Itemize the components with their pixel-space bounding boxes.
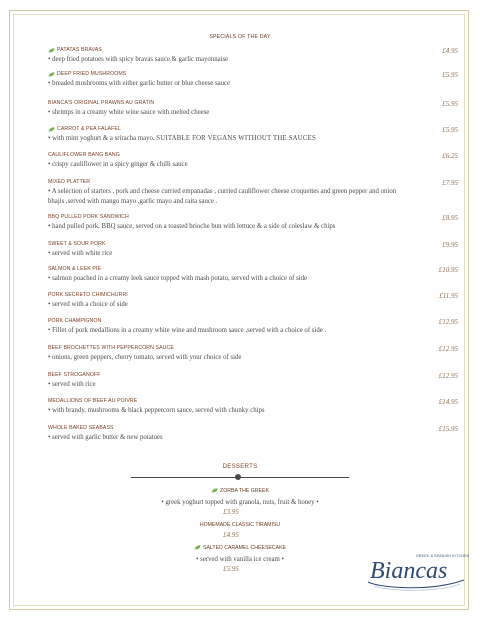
menu-item-name: MEDALLIONS OF BEEF AU POIVRE (48, 398, 138, 404)
menu-item-name: CAULIFLOWER BANG BANG (48, 152, 120, 158)
menu-item-name: SWEET & SOUR PORK (48, 241, 106, 247)
menu-item-description: • deep fried potatoes with spicy bravas sauce & garlic mayonnaise (48, 56, 229, 63)
menu-item-price: £6.25 (442, 152, 458, 160)
menu-item-description: • served with a choice of side (48, 301, 128, 308)
menu-item (48, 47, 458, 65)
leaf-icon (48, 48, 55, 53)
menu-item-name: BIANCA'S ORIGINAL PRAWNS AU GRATIN (48, 100, 155, 106)
dessert-name: HOMEMADE CLASSIC TIRAMISU (199, 522, 281, 528)
menu-item-price: £4.95 (442, 47, 458, 55)
menu-item-price: £5.95 (442, 126, 458, 134)
menu-item (48, 292, 458, 310)
menu-item-name: BBQ PULLED PORK SANDWICH (48, 214, 129, 220)
menu-item-name: CARROT & PEA FALAFEL (48, 126, 458, 133)
menu-item-description: • shrimps in a creamy white wine sauce with melted cheese (48, 109, 210, 116)
menu-item-description: • A selection of starters , pork and cheese curried empanadas , curried cauliflower cheese croquettes and green pepper and onion bhajis ,served with mango mayo ,garlic mayo and raita sauce . (48, 188, 397, 205)
menu-item-name: PORK CHAMPIGNON (48, 318, 102, 324)
menu-item (48, 126, 458, 144)
menu-item-price: £7.95 (442, 179, 458, 187)
menu-item-name: DEEP FRIED MUSHROOMS (48, 71, 458, 78)
menu-item-price: £11.95 (439, 292, 458, 300)
menu-item (48, 345, 458, 363)
page-title: SPECIALS OF THE DAY (209, 34, 271, 40)
menu-item-price: £14.95 (438, 398, 458, 406)
menu-item-price: £15.95 (438, 425, 458, 433)
menu-item-name: MIXED PLATTER (48, 179, 91, 185)
menu-item-name: SALMON & LEEK PIE (48, 266, 102, 272)
menu-item (48, 152, 458, 170)
dessert-price: £5.95 (223, 565, 239, 573)
dessert-item (0, 480, 480, 516)
menu-item-name: PORK SECRETO CHIMICHURRI (48, 292, 128, 298)
menu-item-name: PATATAS BRAVAS (48, 47, 458, 54)
menu-item-name: BEEF STROGANOFF (48, 372, 101, 378)
vegan-note: SUITABLE FOR VEGANS WITHOUT THE SAUCES (156, 135, 316, 142)
svg-text:GREEK & SPANISH KITCHEN: GREEK & SPANISH KITCHEN (416, 554, 470, 558)
menu-item (48, 425, 458, 443)
dessert-item (0, 513, 480, 539)
biancas-logo (360, 548, 470, 594)
dessert-price: £3.95 (223, 508, 239, 516)
menu-item-description: • Fillet of pork medallions in a creamy white wine and mushroom sauce ,served with a choice of side . (48, 327, 327, 334)
menu-item-description: • hand pulled pork, BBQ sauce, served on a toasted brioche bun with lettuce & a side of coleslaw & chips (48, 223, 336, 230)
menu-item-price: £5.95 (442, 71, 458, 79)
menu-item (48, 179, 458, 207)
menu-item (48, 214, 458, 232)
desserts-title: DESSERTS (222, 463, 258, 470)
menu-item (48, 71, 458, 89)
menu-item-price: £12.95 (438, 318, 458, 326)
menu-item-name: BEEF BROCHETTES WITH PEPPERCORN SAUCE (48, 345, 174, 351)
menu-item (48, 398, 458, 416)
svg-text:Biancas: Biancas (370, 558, 448, 584)
menu-item-description: • breaded mushrooms with either garlic butter or blue cheese sauce (48, 80, 231, 87)
menu-item-name: WHOLE BAKED SEABASS (48, 425, 114, 431)
menu-item-description: • salmon poached in a creamy leek sauce topped with mash potato, served with a choice of side (48, 275, 308, 282)
menu-item-price: £12.95 (438, 372, 458, 380)
menu-item-description: • with brandy, mushrooms & black peppercorn sauce, served with chunky chips (48, 407, 265, 414)
menu-item (48, 318, 458, 336)
vegan-leaf-icon (48, 127, 55, 132)
menu-item-price: £9.95 (442, 241, 458, 249)
menu-item-price: £12.95 (438, 345, 458, 353)
menu-item-description: • onions, green peppers, cherry tomato, served with your choice of side (48, 354, 242, 361)
dessert-name: ZORBA THE GREEK (211, 488, 269, 494)
menu-item (48, 100, 458, 118)
dessert-description: • greek yoghurt topped with granola, nuts, fruit & honey • (161, 499, 319, 506)
menu-item-price: £10.95 (438, 266, 458, 274)
menu-item-price: £8.95 (442, 214, 458, 222)
dessert-price: £4.95 (223, 531, 239, 539)
dessert-name: SALTED CARAMEL CHEESECAKE (194, 545, 286, 551)
leaf-icon (211, 488, 218, 493)
menu-item-description: • served with rice (48, 381, 96, 388)
menu-item-description: • crispy cauliflower in a spicy ginger & chilli sauce (48, 161, 188, 168)
leaf-icon (194, 545, 201, 550)
menu-item-price: £5.95 (442, 100, 458, 108)
dessert-description: • served with vanilla ice cream • (196, 556, 284, 563)
menu-item (48, 266, 458, 284)
menu-item (48, 372, 458, 390)
menu-item (48, 241, 458, 259)
leaf-icon (48, 72, 55, 77)
menu-item-description: • served with white rice (48, 250, 113, 257)
menu-item-description: • with mint yoghurt & a sriracha mayo. SUITABLE FOR VEGANS WITHOUT THE SAUCES (48, 135, 316, 142)
menu-item-description: • served with garlic butter & new potatoes (48, 434, 163, 441)
